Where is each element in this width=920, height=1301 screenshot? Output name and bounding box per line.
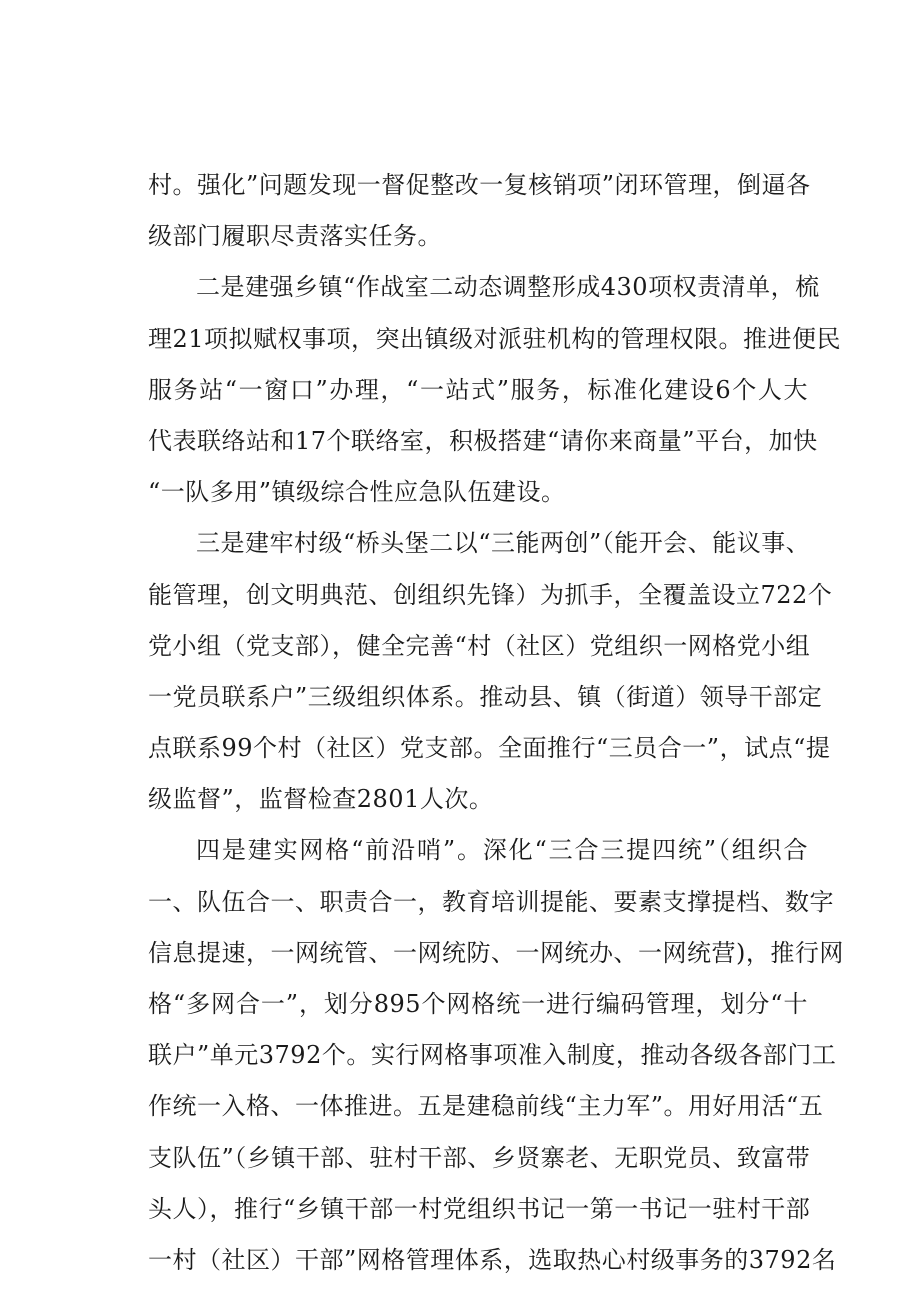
text-line: 三是建牢村级“桥头堡二以“三能两创”（能开会、能议事、 [196, 529, 811, 558]
text-line: 点联系99个村（社区）党支部。全面推行“三员合一”，试点“提 [148, 734, 831, 763]
text-line: 作统一入格、一体推进。五是建稳前线“主力军”。用好用活“五 [148, 1092, 824, 1121]
text-line: 服务站“一窗口”办理，“一站式”服务，标准化建设6个人大 [148, 375, 808, 404]
text-line: 理21项拟赋权事项，突出镇级对派驻机构的管理权限。推进便民 [148, 324, 842, 353]
text-line: 村。强化”问题发现一督促整改一复核销项”闭环管理，倒逼各 [148, 171, 811, 199]
text-line: 级监督”，监督检查2801人次。 [148, 785, 494, 814]
text-line: 头人），推行“乡镇干部一村党组织书记一第一书记一驻村干部 [148, 1194, 811, 1223]
text-line: 一村（社区）干部”网格管理体系，选取热心村级事务的3792名 [148, 1245, 837, 1274]
text-line: 级部门履职尽责落实任务。 [148, 222, 442, 251]
document-body [148, 160, 844, 1286]
text-line: “一队多用”镇级综合性应急队伍建设。 [148, 478, 566, 507]
text-line: 代表联络站和17个联络室，积极搭建“请你来商量”平台，加快 [148, 426, 818, 455]
text-line: 四是建实网格“前沿哨”。深化“三合三提四统”（组织合 [196, 836, 808, 865]
text-line: 一党员联系户”三级组织体系。推动县、镇（街道）领导干部定 [148, 682, 823, 711]
text-line: 能管理，创文明典范、创组织先锋）为抓手，全覆盖设立722个 [148, 580, 833, 609]
text-line: 信息提速，一网统管、一网统防、一网统办、一网统营)，推行网 [148, 938, 844, 967]
text-line: 党小组（党支部），健全完善“村（社区）党组织一网格党小组 [148, 631, 811, 660]
text-line: 二是建强乡镇“作战室二动态调整形成430项权责清单，梳 [196, 273, 820, 302]
text-line: 一、队伍合一、职责合一，教育培训提能、要素支撑提档、数字 [148, 887, 834, 916]
text-line: 联户”单元3792个。实行网格事项准入制度，推动各级各部门工 [148, 1041, 837, 1070]
text-line: 支队伍”（乡镇干部、驻村干部、乡贤寨老、无职党员、致富带 [148, 1143, 811, 1172]
text-line: 格“多网合一”，划分895个网格统一进行编码管理，划分“十 [148, 990, 808, 1018]
